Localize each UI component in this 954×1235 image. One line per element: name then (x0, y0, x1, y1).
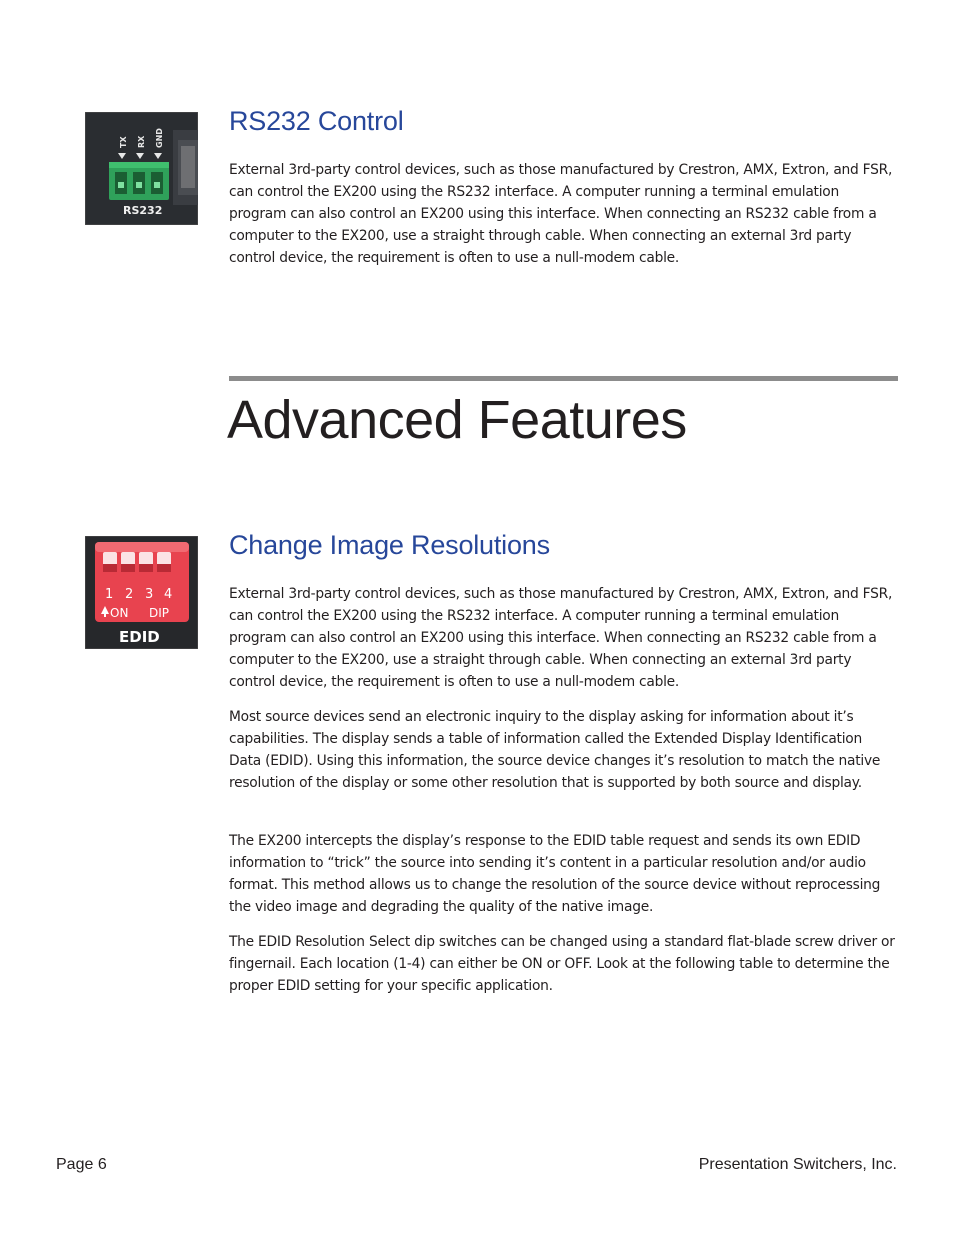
rx-label: RX (137, 135, 146, 148)
change-resolutions-paragraph-2: Most source devices send an electronic inquiry to the display asking for information about it’s capabilities. The display sends a table of information called the Extended Display Identification Data (EDID). Using this information, the source device changes it’s resolution to match the native resolution of the display or some other resolution that is supported by both source and display. (229, 709, 881, 791)
page-number: Page 6 (56, 1156, 107, 1173)
dip-number-4: 4 (164, 587, 173, 602)
change-resolutions-heading: Change Image Resolutions (229, 530, 550, 560)
dip-number-3: 3 (145, 587, 154, 602)
tx-label: TX (119, 136, 128, 148)
rs232-image-label: RS232 (123, 204, 163, 217)
change-resolutions-paragraph-4: The EDID Resolution Select dip switches can be changed using a standard flat-blade screw driver or fingernail. Each location (1-4) can either be ON or OFF. Look at the following table to determine the proper EDID setting for your specific application. (229, 934, 895, 994)
company-name: Presentation Switchers, Inc. (698, 1156, 897, 1173)
rs232-paragraph: External 3rd-party control devices, such as those manufactured by Crestron, AMX, Extron, and FSR, can control the EX200 using the RS232 interface. A computer running a terminal emulation program can also control an EX200 using this interface. When connecting an RS232 cable from a computer to the EX200, use a straight through cable. When connecting an external 3rd party control device, the requirement is often to use a null-modem cable. (229, 162, 893, 266)
gnd-label: GND (155, 128, 164, 148)
section-divider (229, 376, 898, 381)
dip-label: DIP (149, 606, 170, 620)
dip-number-2: 2 (125, 587, 134, 602)
change-resolutions-paragraph-3: The EX200 intercepts the display’s response to the EDID table request and sends its own EDID information to “trick” the source into sending it’s content in a particular resolution and/or audio format. This method allows us to change the resolution of the source device without reprocessing the video image and degrading the quality of the native image. (229, 833, 881, 915)
edid-dip-switch-photo (85, 536, 198, 649)
rs232-port-photo (85, 112, 198, 225)
dip-number-1: 1 (105, 587, 114, 602)
advanced-features-title: Advanced Features (227, 390, 687, 450)
edid-image-label: EDID (119, 628, 160, 646)
rs232-heading: RS232 Control (229, 106, 404, 136)
change-resolutions-paragraph-1: External 3rd-party control devices, such as those manufactured by Crestron, AMX, Extron, and FSR, can control the EX200 using the RS232 interface. A computer running a terminal emulation program can also control an EX200 using this interface. When connecting an RS232 cable from a computer to the EX200, use a straight through cable. When connecting an external 3rd party control device, the requirement is often to use a null-modem cable. (229, 586, 893, 690)
on-label: ON (110, 606, 129, 620)
